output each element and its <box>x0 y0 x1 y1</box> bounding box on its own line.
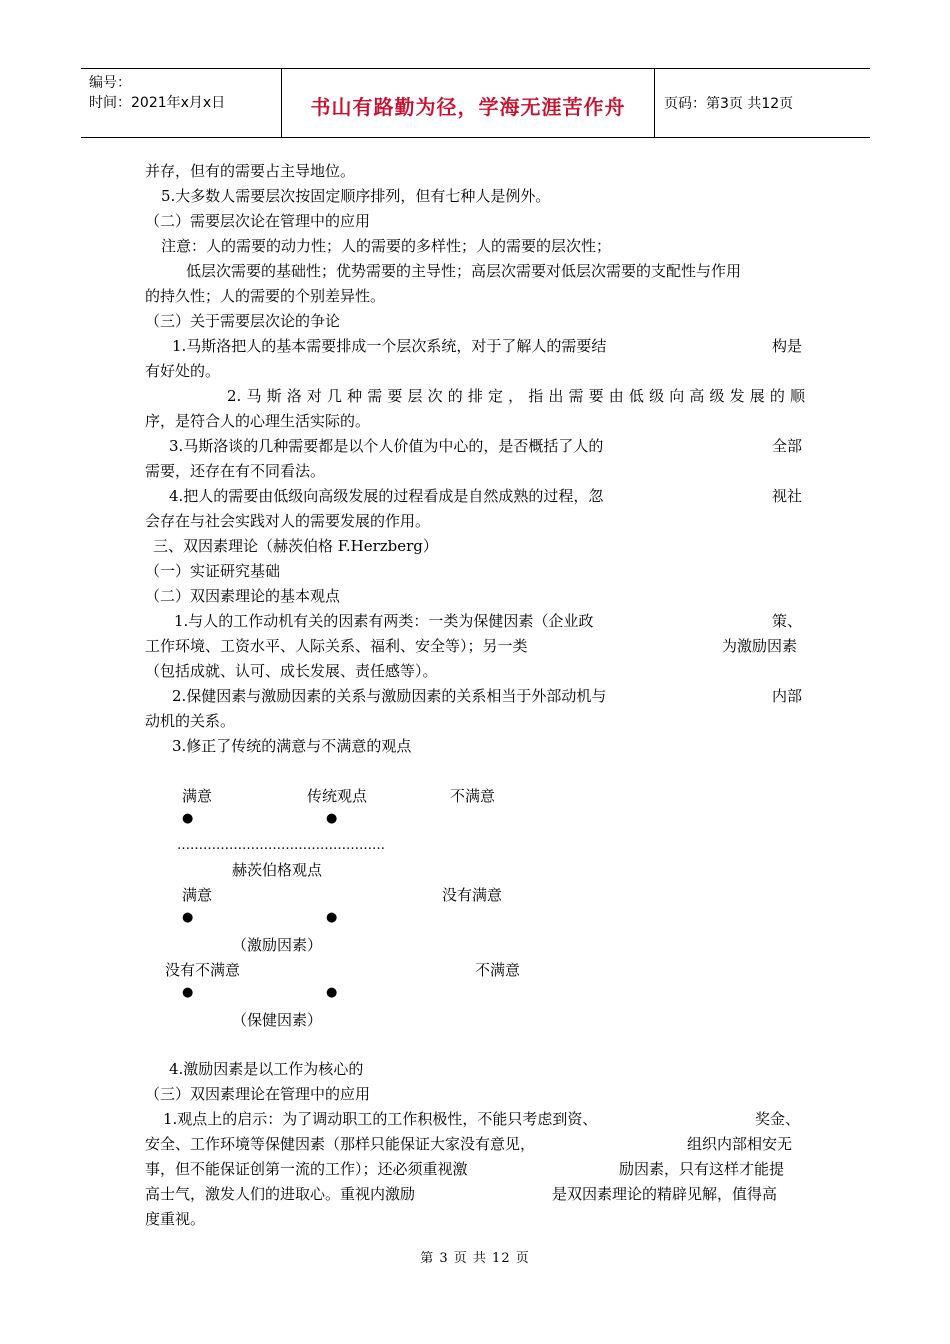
paragraph-line: 会存在与社会实践对人的需要发展的作用。 <box>145 512 431 530</box>
diagram-label-no-satisfaction: 没有满意 <box>442 886 503 904</box>
paragraph-line: 策、 <box>772 612 803 630</box>
paragraph-line: 需要，还存在有不同看法。 <box>145 462 326 480</box>
paragraph-line: 动机的关系。 <box>145 712 236 730</box>
paragraph-line: （包括成就、认可、成长发展、责任感等）。 <box>145 662 438 680</box>
paragraph-line: 事，但不能保证创第一流的工作）；还必须重视激 <box>145 1160 468 1178</box>
page-footer: 第 3 页 共 12 页 <box>420 1251 530 1266</box>
paragraph-line: 的持久性；人的需要的个别差异性。 <box>145 287 386 305</box>
section-heading: （二）双因素理论的基本观点 <box>145 587 341 605</box>
header-meta <box>89 73 225 113</box>
paragraph-line: 1.马斯洛把人的基本需要排成一个层次系统，对于了解人的需要结 <box>172 337 607 355</box>
paragraph-line: 内部 <box>772 687 803 705</box>
paragraph-line: 4.把人的需要由低级向高级发展的过程看成是自然成熟的过程，忽 <box>169 487 604 505</box>
paragraph-line: 奖金、 <box>755 1110 801 1128</box>
diagram-dot: ● <box>182 910 194 925</box>
diagram-dot: ● <box>326 985 338 1000</box>
paragraph-line: 注意：人的需要的动力性；人的需要的多样性；人的需要的层次性； <box>161 237 612 255</box>
diagram-label-satisfied: 满意 <box>182 787 213 805</box>
paragraph-line: 有好处的。 <box>145 362 221 380</box>
diagram-label-herzberg: 赫茨伯格观点 <box>232 861 323 879</box>
paragraph-line: 励因素，只有这样才能提 <box>619 1160 785 1178</box>
paragraph-line: 5.大多数人需要层次按固定顺序排列，但有七种人是例外。 <box>161 187 551 205</box>
paragraph-line: 安全、工作环境等保健因素（那样只能保证大家没有意见， <box>145 1135 536 1153</box>
diagram-dotted-line: ………………………………………… <box>177 838 385 853</box>
diagram-dot: ● <box>326 811 338 826</box>
doc-time-label: 时间：2021年x月x日 <box>89 95 226 111</box>
header-motto: 书山有路勤为径，学海无涯苦作舟 <box>310 95 626 119</box>
section-heading: 三、双因素理论（赫茨伯格 F.Herzberg） <box>153 537 438 555</box>
diagram-label-traditional: 传统观点 <box>307 787 368 805</box>
paragraph-line: 构是 <box>772 337 803 355</box>
diagram-label-motivators: （激励因素） <box>232 936 323 954</box>
paragraph-line: 工作环境、工资水平、人际关系、福利、安全等）；另一类 <box>145 637 528 655</box>
paragraph-line: 度重视。 <box>145 1210 206 1228</box>
paragraph-line: 高士气，激发人们的进取心。重视内激励 <box>145 1185 416 1203</box>
paragraph-line: 2.保健因素与激励因素的关系与激励因素的关系相当于外部动机与 <box>172 687 607 705</box>
paragraph-line: 全部 <box>772 437 803 455</box>
paragraph-line: 序，是符合人的心理生活实际的。 <box>145 412 371 430</box>
diagram-label-no-dissatisfaction: 没有不满意 <box>165 961 241 979</box>
paragraph-line: 2.马斯洛对几种需要层次的排定，指出需要由低级向高级发展的顺 <box>227 387 805 405</box>
paragraph-line: 视社 <box>772 487 803 505</box>
header-divider <box>654 69 655 137</box>
header-page-number: 页码：第3页 共12页 <box>664 96 794 112</box>
paragraph-line: 4.激励因素是以工作为核心的 <box>169 1060 364 1078</box>
page-header <box>81 68 870 138</box>
diagram-label-hygiene: （保健因素） <box>232 1011 323 1029</box>
diagram-dot: ● <box>182 811 194 826</box>
diagram-dot: ● <box>182 985 194 1000</box>
section-heading: （三）双因素理论在管理中的应用 <box>145 1085 371 1103</box>
section-heading: （一）实证研究基础 <box>145 562 281 580</box>
paragraph-line: 为激励因素 <box>722 637 798 655</box>
paragraph-line: 1.与人的工作动机有关的因素有两类：一类为保健因素（企业政 <box>174 612 594 630</box>
paragraph-line: 3.马斯洛谈的几种需要都是以个人价值为中心的，是否概括了人的 <box>169 437 604 455</box>
paragraph-line: 是双因素理论的精辟见解，值得高 <box>552 1185 778 1203</box>
doc-number-label: 编号： <box>89 75 131 91</box>
paragraph-line: 低层次需要的基础性；优势需要的主导性；高层次需要对低层次需要的支配性与作用 <box>186 262 742 280</box>
paragraph-line: 组织内部相安无 <box>687 1135 793 1153</box>
paragraph-line: 并存，但有的需要占主导地位。 <box>145 162 356 180</box>
diagram-dot: ● <box>326 910 338 925</box>
diagram-label-unsatisfied: 不满意 <box>475 961 521 979</box>
header-divider <box>281 69 282 137</box>
section-heading: （三）关于需要层次论的争论 <box>145 312 341 330</box>
paragraph-line: 1.观点上的启示：为了调动职工的工作积极性，不能只考虑到资、 <box>163 1110 598 1128</box>
diagram-label-satisfied: 满意 <box>182 886 213 904</box>
diagram-label-unsatisfied: 不满意 <box>450 787 496 805</box>
section-heading: （二）需要层次论在管理中的应用 <box>145 212 371 230</box>
paragraph-line: 3.修正了传统的满意与不满意的观点 <box>172 737 412 755</box>
